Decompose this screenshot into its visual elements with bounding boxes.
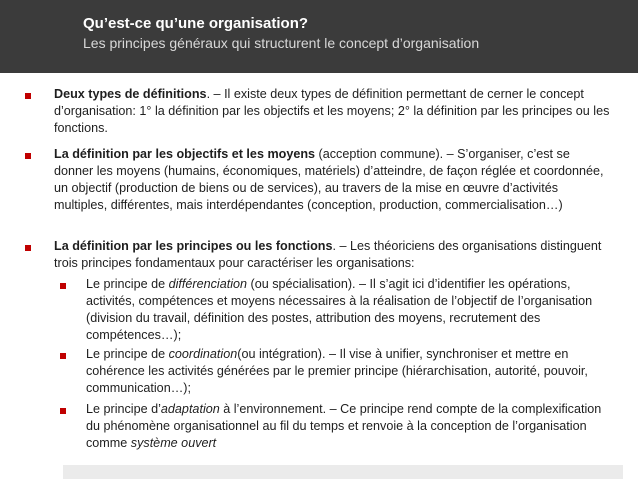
sub-bullet-2-prefix: Le principe de [86,347,169,361]
sub-bullet-marker [60,283,66,289]
bullet-3-heading: La définition par les principes ou les fonctions [54,239,333,253]
slide-header [0,0,638,73]
sub-bullet-3-prefix: Le principe d’ [86,402,161,416]
sub-bullet-3-text: à l’environnement. – Ce principe rend compte de la complexification du phénomène organisationnel au fil du temps et renvoie à la conception de l’organisation comme [86,402,602,450]
bullet-paragraph-1 [54,86,610,137]
bullet-marker [25,153,31,159]
bullet-1-heading: Deux types de définitions [54,87,207,101]
slide-title: Qu’est-ce qu’une organisation? [83,15,309,32]
sub-bullet-marker [60,353,66,359]
sub-bullet-3-term: adaptation [160,402,220,416]
bullet-1-text: . – Il existe deux types de définition permettant de cerner le concept d’organisation: 1° la définition par les objectifs et les moyens; 2° la définition par les principes ou les fonctions. [54,87,610,135]
bullet-paragraph-3 [54,238,610,272]
bullet-2-heading: La définition par les objectifs et les moyens [54,147,316,161]
sub-bullet-2-text: (ou intégration). – Il vise à unifier, synchroniser et mettre en cohérence les activités générées par le premier principe (hiérarchisation, autorité, pouvoir, communication…); [86,347,588,395]
bullet-3-text: . – Les théoriciens des organisations distinguent trois principes fondamentaux pour caractériser les organisations: [54,239,602,270]
sub-bullet-1-term: différenciation [168,277,248,291]
bullet-marker [25,245,31,251]
footer-bar [63,465,623,479]
sub-bullet-1-text: (ou spécialisation). – Il s’agit ici d’identifier les opérations, activités, compétences et moyens nécessaires à la réalisation de l’objectif de l’organisation (division du travail, définition des postes, attribution des moyens, recrutement des compétences…); [86,277,593,342]
sub-bullet-1-prefix: Le principe de [86,277,169,291]
bullet-2-text: (acception commune). – S’organiser, c’est se donner les moyens (humains, économiques, matériels) d’atteindre, de façon réglée et coordonnée, un objectif (production de biens ou de services), au travers de la mise en œuvre d’activités multiples, différentes, mais interdépendantes (conception, production, commercialisation…) [54,147,604,212]
bullet-marker [25,93,31,99]
sub-bullet-3-term-end: système ouvert [130,436,217,450]
slide-subtitle: Les principes généraux qui structurent le concept d’organisation [83,35,480,51]
sub-bullet-paragraph-3 [86,401,606,452]
sub-bullet-paragraph-2 [86,346,606,397]
sub-bullet-2-term: coordination [168,347,238,361]
sub-bullet-paragraph-1 [86,276,606,344]
bullet-paragraph-2 [54,146,610,214]
sub-bullet-marker [60,408,66,414]
